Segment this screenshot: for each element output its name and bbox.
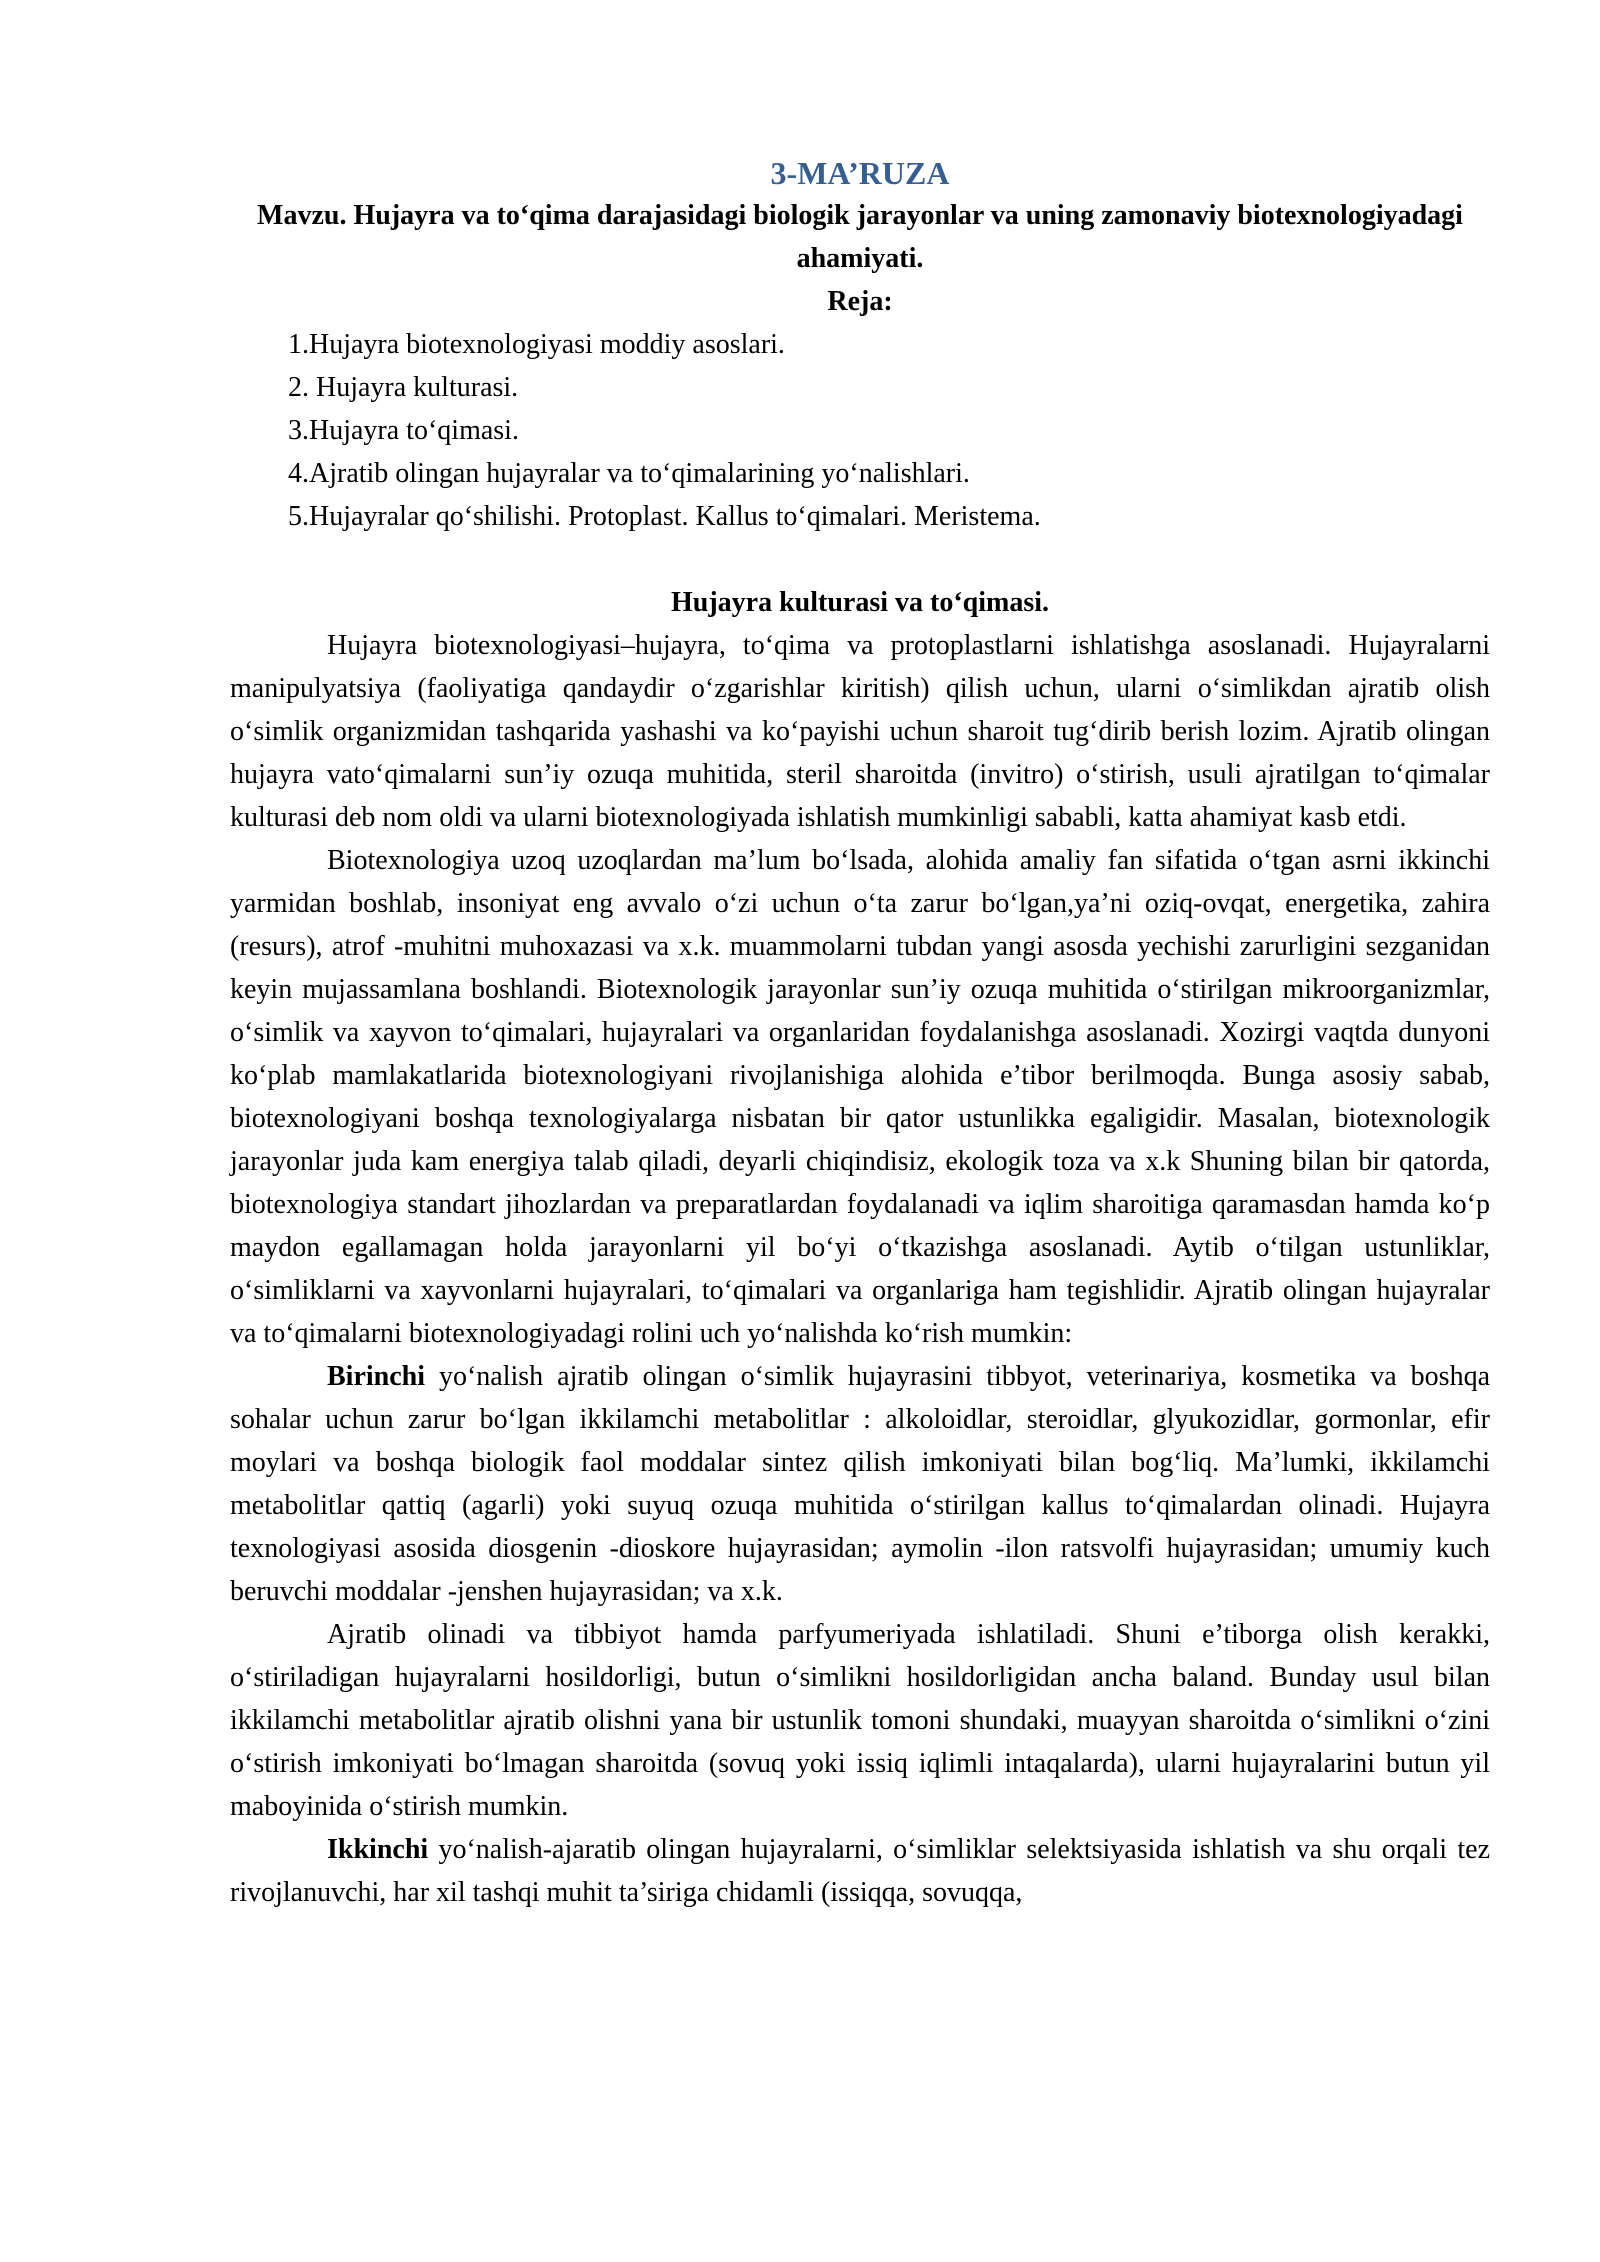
plan-heading: Reja: <box>827 286 893 317</box>
lecture-title: 3-MA’RUZA <box>770 155 950 191</box>
body-paragraph <box>230 839 1490 1355</box>
page-content <box>230 152 1490 1914</box>
paragraph-text: Hujayra biotexnologiyasi–hujayra, to‘qima va protoplastlarni ishlatishga asoslanadi. Hujayralarni manipulyatsiya (faoliyatiga qandaydir o‘zgarishlar kiritish) qilish uchun, ularni o‘simlikdan ajratib olish o‘simlik organizmidan tashqarida yashashi va ko‘payishi uchun sharoit tug‘dirib berish lozim. Ajratib olingan hujayra vato‘qimalarni sun’iy ozuqa muhitida, steril sharoitda (invitro) o‘stirish, usuli ajratilgan to‘qimalar kulturasi deb nom oldi va ularni biotexnologiyada ishlatish mumkinligi sababli, katta ahamiyat kasb etdi. <box>230 630 1490 833</box>
paragraph-text: Biotexnologiya uzoq uzoqlardan ma’lum bo‘lsada, alohida amaliy fan sifatida o‘tgan asrni ikkinchi yarmidan boshlab, insoniyat eng avvalo o‘zi uchun o‘ta zarur bo‘lgan,ya’ni oziq-ovqat, energetika, zahira (resurs), atrof -muhitni muhoxazasi va x.k. muammolarni tubdan yangi asosda yechishi zarurligini sezganidan keyin mujassamlana boshlandi. Biotexnologik jarayonlar sun’iy ozuqa muhitida o‘stirilgan mikroorganizmlar, o‘simlik va xayvon to‘qimalari, hujayralari va organlaridan foydalanishga asoslanadi. Xozirgi vaqtda dunyoni ko‘plab mamlakatlarida biotexnologiyani rivojlanishiga alohida e’tibor berilmoqda. Bunga asosiy sabab, biotexnologiyani boshqa texnologiyalarga nisbatan bir qator ustunlikka egaligidir. Masalan, biotexnologik jarayonlar juda kam energiya talab qiladi, deyarli chiqindisiz, ekologik toza va x.k Shuning bilan bir qatorda, biotexnologiya standart jihozlardan va preparatlardan foydalanadi va iqlim sharoitiga qaramasdan hamda ko‘p maydon egallamagan holda jarayonlarni yil bo‘yi o‘tkazishga asoslanadi. Aytib o‘tilgan ustunliklar, o‘simliklarni va xayvonlarni hujayralari, to‘qimalari va organlariga ham tegishlidir. Ajratib olingan hujayralar va to‘qimalarni biotexnologiyadagi rolini uch yo‘nalishda ko‘rish mumkin: <box>230 845 1490 1349</box>
plan-item: 5.Hujayralar qo‘shilishi. Protoplast. Kallus to‘qimalari. Meristema. <box>288 501 1041 532</box>
lecture-topic: Mavzu. Hujayra va to‘qima darajasidagi biologik jarayonlar va uning zamonaviy biotexnologiyadagi ahamiyati. <box>257 200 1463 274</box>
plan-list <box>230 323 1490 538</box>
plan-item: 1.Hujayra biotexnologiyasi moddiy asoslari. <box>288 329 785 360</box>
paragraph-lead: Birinchi <box>327 1361 426 1392</box>
paragraph-lead: Ikkinchi <box>327 1834 429 1865</box>
paragraph-text: yo‘nalish-ajaratib olingan hujayralarni, o‘simliklar selektsiyasida ishlatish va shu orqali tez rivojlanuvchi, har xil tashqi muhit ta’siriga chidamli (issiqqa, sovuqqa, <box>230 1834 1490 1908</box>
paragraph-text: Ajratib olinadi va tibbiyot hamda parfyumeriyada ishlatiladi. Shuni e’tiborga olish kerakki, o‘stiriladigan hujayralarni hosildorligi, butun o‘simlikni hosildorligidan ancha baland. Bunday usul bilan ikkilamchi metabolitlar ajratib olishni yana bir ustunlik tomoni shundaki, muayyan sharoitda o‘simlikni o‘zini o‘stirish imkoniyati bo‘lmagan sharoitda (sovuq yoki issiq iqlimli intaqalarda), ularni hujayralarini butun yil maboyinida o‘stirish mumkin. <box>230 1619 1490 1822</box>
body-paragraph <box>230 1355 1490 1613</box>
section-heading: Hujayra kulturasi va to‘qimasi. <box>670 587 1050 618</box>
body-paragraph <box>230 624 1490 839</box>
plan-item: 4.Ajratib olingan hujayralar va to‘qimalarining yo‘nalishlari. <box>288 458 970 489</box>
body-paragraph <box>230 1828 1490 1914</box>
body-paragraph <box>230 1613 1490 1828</box>
paragraph-text: yo‘nalish ajratib olingan o‘simlik hujayrasini tibbyot, veterinariya, kosmetika va boshqa sohalar uchun zarur bo‘lgan ikkilamchi metabolitlar : alkoloidlar, steroidlar, glyukozidlar, gormonlar, efir moylari va boshqa biologik faol moddalar sintez qilish imkoniyati bilan bog‘liq. Ma’lumki, ikkilamchi metabolitlar qattiq (agarli) yoki suyuq ozuqa muhitida o‘stirilgan kallus to‘qimalardan olinadi. Hujayra texnologiyasi asosida diosgenin -dioskore hujayrasidan; aymolin -ilon ratsvolfi hujayrasidan; umumiy kuch beruvchi moddalar -jenshen hujayrasidan; va x.k. <box>230 1361 1490 1607</box>
plan-item: 3.Hujayra to‘qimasi. <box>288 415 519 446</box>
plan-item: 2. Hujayra kulturasi. <box>288 372 519 403</box>
